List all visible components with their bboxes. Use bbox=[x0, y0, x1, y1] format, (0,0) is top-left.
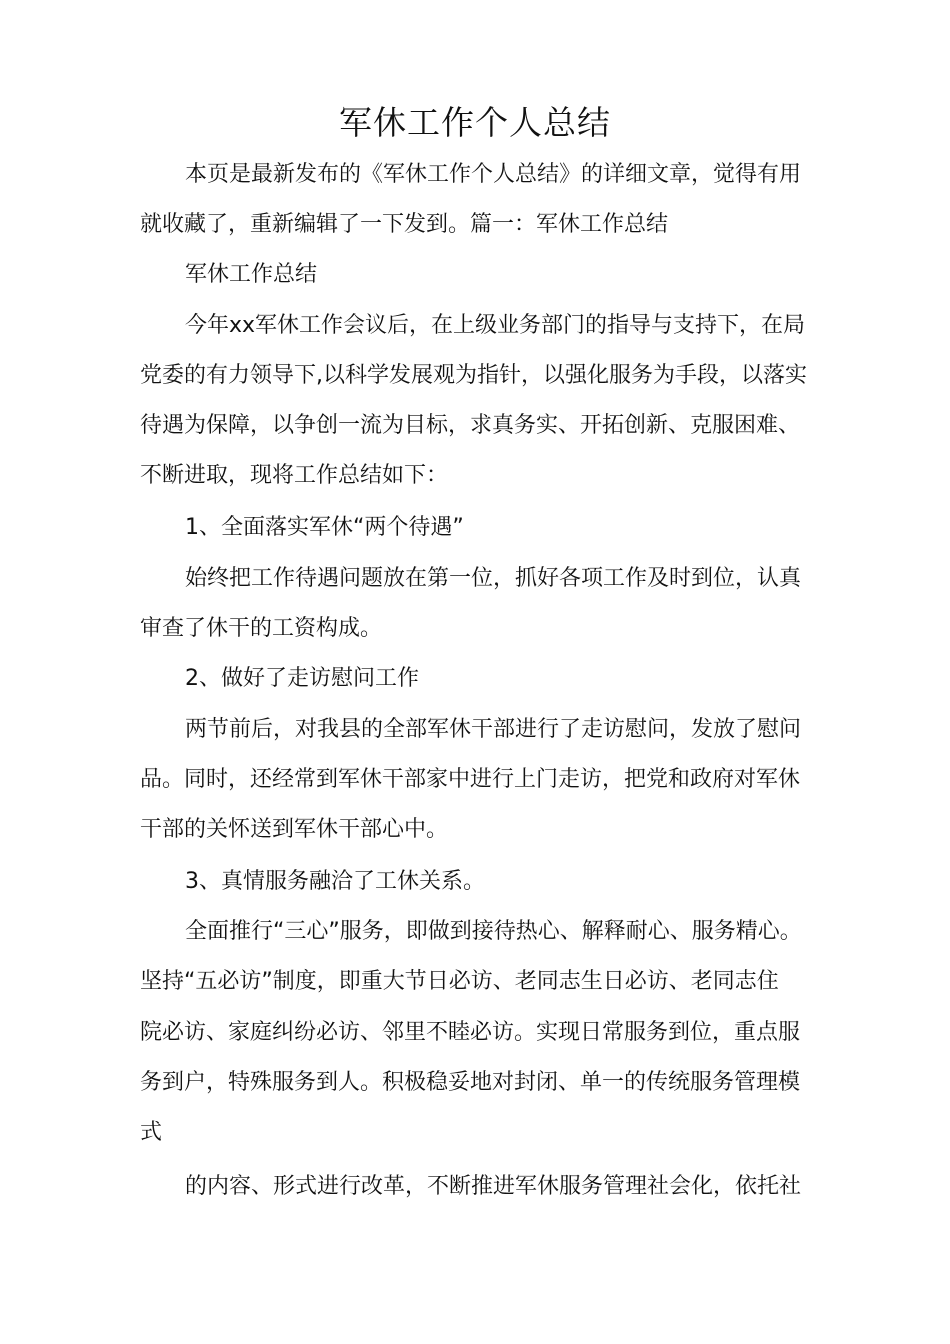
item-heading: 1、全面落实军休“两个待遇” bbox=[185, 515, 464, 540]
paragraph-line: 式 bbox=[140, 1120, 163, 1145]
paragraph-line: 干部的关怀送到军休干部心中。 bbox=[140, 817, 449, 842]
paragraph-line: 本页是最新发布的《军休工作个人总结》的详细文章，觉得有用 bbox=[185, 162, 802, 187]
paragraph-line: 院必访、家庭纠纷必访、邻里不睦必访。实现日常服务到位，重点服 bbox=[140, 1020, 801, 1045]
item-heading: 3、真情服务融洽了工休关系。 bbox=[185, 869, 485, 894]
document-title: 军休工作个人总结 bbox=[339, 103, 611, 142]
paragraph-line: 坚持“五必访”制度，即重大节日必访、老同志生日必访、老同志住 bbox=[140, 969, 779, 994]
paragraph-line: 党委的有力领导下,以科学发展观为指针，以强化服务为手段，以落实 bbox=[140, 363, 807, 388]
paragraph-line: 今年xx军休工作会议后，在上级业务部门的指导与支持下，在局 bbox=[185, 313, 806, 338]
paragraph-line: 始终把工作待遇问题放在第一位，抓好各项工作及时到位，认真 bbox=[185, 566, 802, 591]
paragraph-line: 审查了休干的工资构成。 bbox=[140, 616, 383, 641]
paragraph-line: 的内容、形式进行改革，不断推进军休服务管理社会化，依托社 bbox=[185, 1174, 802, 1199]
paragraph-line: 品。同时，还经常到军休干部家中进行上门走访，把党和政府对军休 bbox=[140, 767, 801, 792]
paragraph-line: 两节前后，对我县的全部军休干部进行了走访慰问，发放了慰问 bbox=[185, 717, 802, 742]
paragraph-line: 不断进取，现将工作总结如下： bbox=[140, 463, 449, 488]
paragraph-line: 待遇为保障，以争创一流为目标，求真务实、开拓创新、克服困难、 bbox=[140, 413, 801, 438]
section-heading: 军休工作总结 bbox=[185, 262, 318, 287]
paragraph-line: 就收藏了，重新编辑了一下发到。篇一：军休工作总结 bbox=[140, 212, 669, 237]
item-heading: 2、做好了走访慰问工作 bbox=[185, 666, 419, 691]
paragraph-line: 全面推行“三心”服务，即做到接待热心、解释耐心、服务精心。 bbox=[185, 919, 802, 944]
paragraph-line: 务到户，特殊服务到人。积极稳妥地对封闭、单一的传统服务管理模 bbox=[140, 1070, 801, 1095]
